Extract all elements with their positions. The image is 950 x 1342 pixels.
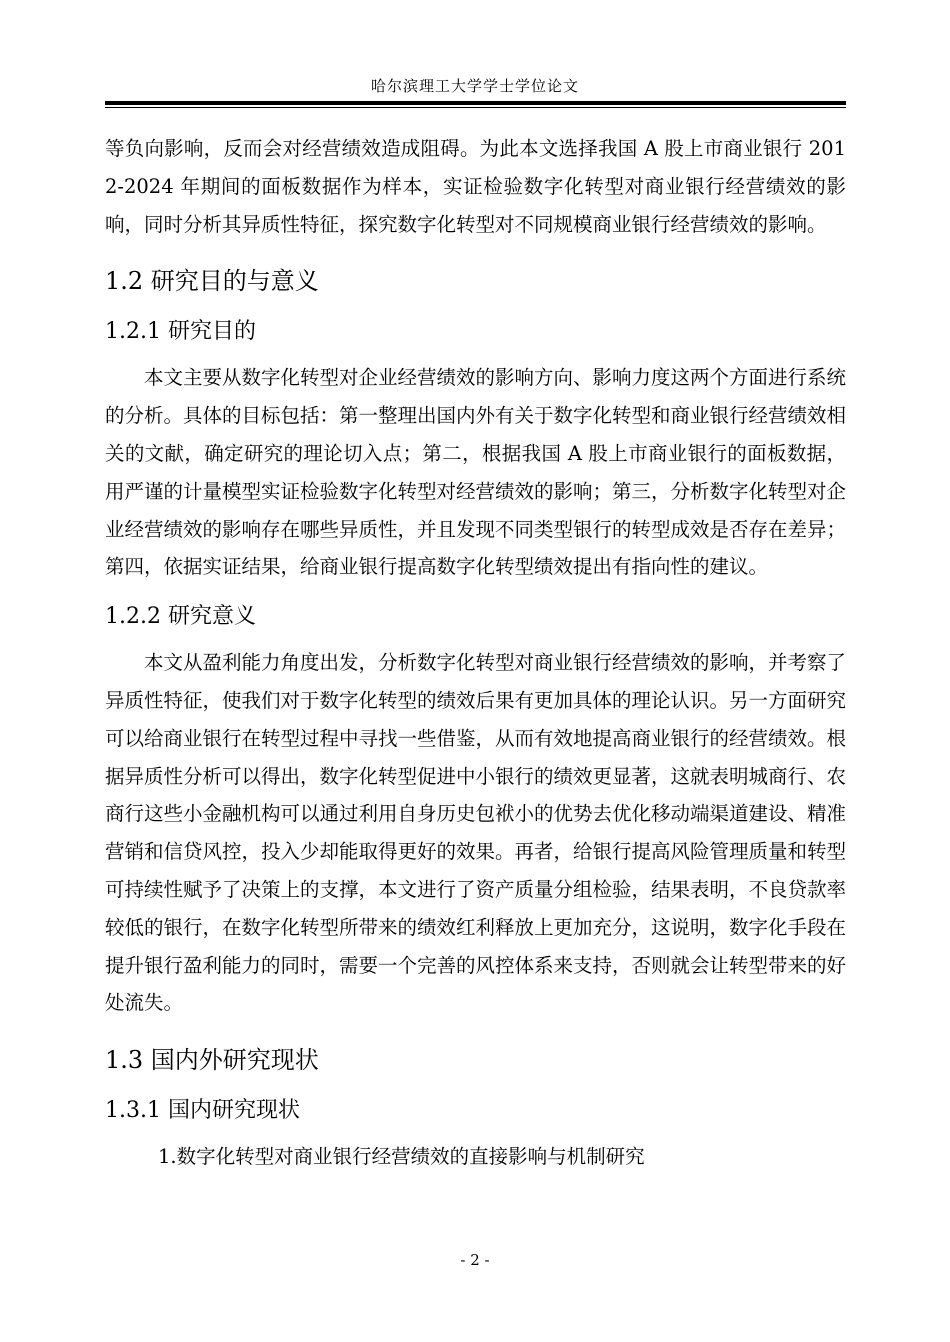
running-header-title: 哈尔滨理工大学学士学位论文 bbox=[370, 77, 579, 95]
list-item-heading: 1.数字化转型对商业银行经营绩效的直接影响与机制研究 bbox=[158, 1145, 645, 1169]
intro-paragraph: 等负向影响，反而会对经营绩效造成阻碍。为此本文选择我国 A 股上市商业银行 2012-2024 年期间的面板数据作为样本，实证检验数字化转型对商业银行经营绩效的影响，同时分析其异质性特征，探究数字化转型对不同规模商业银行经营绩效的影响。 bbox=[105, 137, 846, 236]
research-significance-paragraph: 本文从盈利能力角度出发，分析数字化转型对商业银行经营绩效的影响，并考察了异质性特征，使我们对于数字化转型的绩效后果有更加具体的理论认识。另一方面研究可以给商业银行在转型过程中寻找一些借鉴，从而有效地提高商业银行的经营绩效。根据异质性分析可以得出，数字化转型促进中小银行的绩效更显著，这就表明城商行、农商行这些小金融机构可以通过利用自身历史包袱小的优势去优化移动端渠道建设、精准营销和信贷风控，投入少却能取得更好的效果。再者，给银行提高风险管理质量和转型可持续性赋予了决策上的支撑，本文进行了资产质量分组检验，结果表明，不良贷款率较低的银行，在数字化转型所带来的绩效红利释放上更加充分，这说明，数字化手段在提升银行盈利能力的同时，需要一个完善的风控体系来支持，否则就会让转型带来的好处流失。 bbox=[105, 651, 847, 1015]
section-heading-1-3-1: 1.3.1 国内研究现状 bbox=[105, 1098, 300, 1124]
page-number: - 2 - bbox=[460, 1251, 490, 1269]
document-body bbox=[105, 130, 846, 1176]
section-heading-1-3: 1.3 国内外研究现状 bbox=[105, 1046, 319, 1075]
header-rule-thick bbox=[105, 101, 846, 105]
section-heading-1-2-1: 1.2.1 研究目的 bbox=[105, 319, 256, 345]
research-purpose-paragraph: 本文主要从数字化转型对企业经营绩效的影响方向、影响力度这两个方面进行系统的分析。具体的目标包括：第一整理出国内外有关于数字化转型和商业银行经营绩效相关的文献，确定研究的理论切入点；第二，根据我国 A 股上市商业银行的面板数据，用严谨的计量模型实证检验数字化转型对经营绩效的影响；第三，分析数字化转型对企业经营绩效的影响存在哪些异质性，并且发现不同类型银行的转型成效是否存在差异；第四，依据实证结果，给商业银行提高数字化转型绩效提出有指向性的建议。 bbox=[105, 366, 847, 579]
header-rule-thin bbox=[105, 107, 846, 108]
section-heading-1-2: 1.2 研究目的与意义 bbox=[105, 267, 319, 296]
section-heading-1-2-2: 1.2.2 研究意义 bbox=[105, 604, 256, 630]
